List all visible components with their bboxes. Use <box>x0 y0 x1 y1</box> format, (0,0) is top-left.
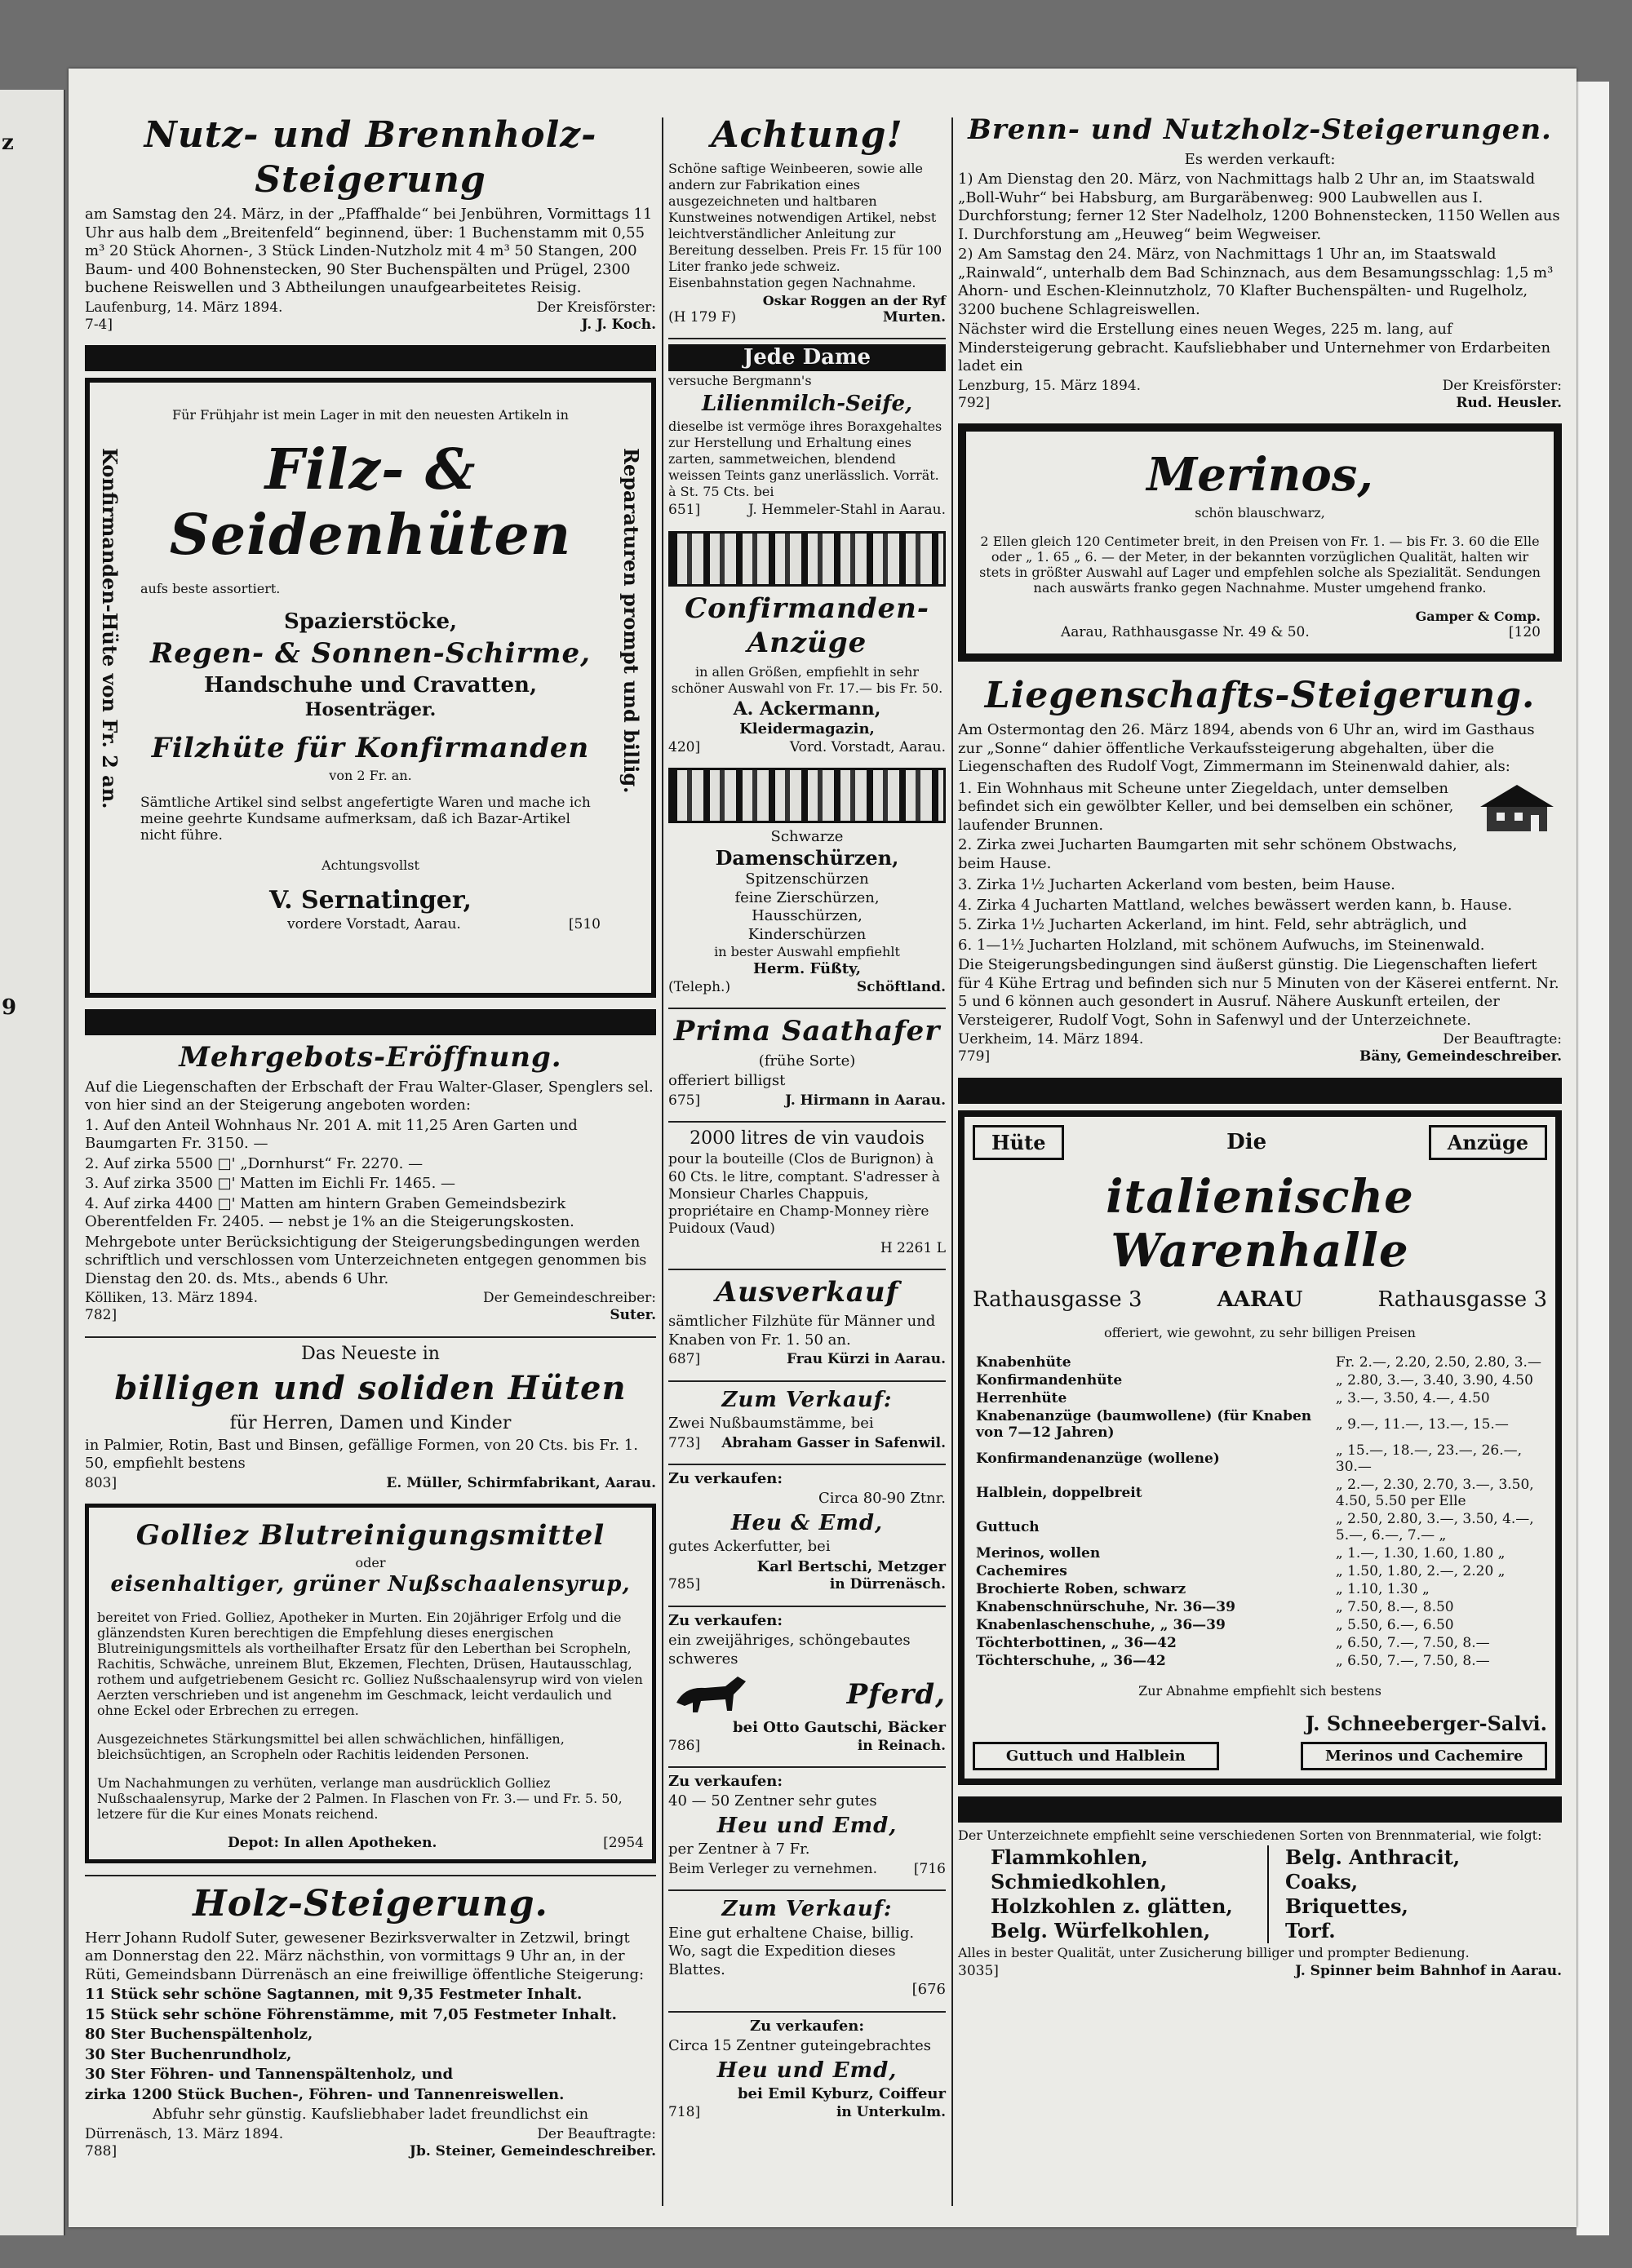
goods: Pferd, <box>846 1677 946 1711</box>
merchant-name: Oskar Roggen an der Ryf <box>762 293 946 308</box>
ad-line: für Herren, Damen und Kinder <box>229 1413 512 1433</box>
ad-title: Zu verkaufen: <box>668 1772 783 1790</box>
merchant-address: Vord. Vorstadt, Aarau. <box>789 738 946 755</box>
ad-text: Alles in bester Qualität, unter Zusicherung billiger und prompter Bedienung. <box>958 1944 1470 1960</box>
cell: „ 15.—, 18.—, 23.—, 26.—, 30.— <box>1335 1442 1523 1475</box>
column-2 <box>668 109 946 2133</box>
ad-ref: [716 <box>913 1860 946 1877</box>
cell: Konfirmandenhüte <box>976 1371 1123 1389</box>
strip-char: z <box>2 131 14 155</box>
cell: Herrenhüte <box>976 1389 1067 1406</box>
divider <box>85 1336 656 1338</box>
ad-text: Sämtliche Artikel sind selbst angefertigte Waren und mache ich meine geehrte Kundsame aufmerksam, daß ich Bazar-Artikel nicht führe. <box>140 795 591 844</box>
ad-title: Prima Saathafer <box>673 1015 941 1048</box>
cell: Fr. 2.—, 2.20, 2.50, 2.80, 3.— <box>1335 1353 1541 1371</box>
ad-line: Schwarze <box>770 827 844 845</box>
list-item: 30 Ster Buchenrundholz, <box>85 2045 292 2063</box>
signer: Jb. Steiner, Gemeindeschreiber. <box>409 2143 656 2159</box>
list-item: 5. Zirka 1½ Jucharten Ackerland, im hint. Feld, sehr abträglich, und <box>958 916 1467 933</box>
ad-ref: [2954 <box>603 1834 644 1851</box>
list-item: 1. Ein Wohnhaus mit Scheune unter Ziegeldach, unter demselben befindet sich ein gewölbter Keller, und bei demselben ein schöner, laufender Brunnen. <box>958 779 1454 834</box>
box-guttuch: Guttuch und Halblein <box>973 1742 1219 1770</box>
table-row <box>973 1389 1547 1407</box>
ad-sub: schön blauschwarz, <box>1195 505 1325 520</box>
ornament-bar <box>958 1796 1562 1823</box>
ad-text: ein zweijähriges, schöngebautes schweres <box>668 1632 911 1668</box>
ad-text: Nächster wird die Erstellung eines neuen Weges, 225 m. lang, auf Mindersteigerung gebracht. Kaufsliebhaber und Unternehmer von Erdarbeiten ladet ein <box>958 321 1551 374</box>
ad-jede-dame <box>668 344 946 519</box>
list-item: 2. Auf zirka 5500 □' „Dornhurst“ Fr. 2270. — <box>85 1154 424 1172</box>
address-left: Rathausgasse 3 <box>973 1287 1142 1312</box>
ad-text: Circa 15 Zentner guteingebrachtes <box>668 2037 932 2054</box>
merchant-place: Schöftland. <box>856 978 946 995</box>
ad-title: Mehrgebots-Eröffnung. <box>179 1041 562 1074</box>
cell: Halblein, doppelbreit <box>976 1484 1142 1501</box>
line: von 2 Fr. an. <box>329 768 412 783</box>
fuel-item: Flammkohlen, <box>991 1845 1148 1869</box>
ad-line: Spitzenschürzen <box>745 870 869 888</box>
signer: Suter. <box>610 1307 656 1324</box>
merchant-place: Murten. <box>882 309 946 326</box>
ad-text: Auf die Liegenschaften der Erbschaft der Frau Walter-Glaser, Spenglers sel. von hier sind an der Steigerung angeboten worden: <box>85 1078 654 1114</box>
ad-subtitle: eisenhaltiger, grüner Nußschaalensyrup, <box>110 1571 631 1597</box>
list-item: 4. Zirka 4 Jucharten Mattland, welches bewässert werden kann, b. Hause. <box>958 896 1513 914</box>
ad-title: billigen und soliden Hüten <box>114 1369 627 1407</box>
list-item: 30 Ster Föhren- und Tannenspältenholz, und <box>85 2066 454 2084</box>
ornament-bar <box>85 1009 656 1035</box>
list-item: 3. Zirka 1½ Jucharten Ackerland vom besten, beim Hause. <box>958 876 1395 893</box>
fuel-item: Briquettes, <box>1285 1894 1408 1918</box>
ad-text: 40 — 50 Zentner sehr gutes <box>668 1792 877 1810</box>
divider <box>668 1766 946 1768</box>
ad-title: Nutz- und Brennholz-Steigerung <box>144 114 597 201</box>
merchant-name: bei Otto Gautschi, Bäcker <box>733 1719 946 1736</box>
signer: J. J. Koch. <box>581 316 656 333</box>
ad-ref: H 2261 L <box>880 1239 946 1256</box>
divider <box>668 1380 946 1382</box>
ad-text: Beim Verleger zu vernehmen. <box>668 1860 877 1877</box>
cell: Knabenschnürschuhe, Nr. 36—39 <box>976 1598 1235 1615</box>
line: Spazierstöcke, <box>283 609 458 634</box>
divider <box>668 1889 946 1891</box>
newspaper-page <box>69 69 1577 2227</box>
table-row <box>973 1407 1547 1442</box>
merchant-name: Herm. Füßty, <box>752 960 862 978</box>
ad-title: Zum Verkauf: <box>721 1897 893 1921</box>
cell: Knabenhüte <box>976 1353 1071 1371</box>
list-item: 1. Auf den Anteil Wohnhaus Nr. 201 A. mit 11,25 Aren Garten und Baumgarten Fr. 3150. — <box>85 1116 578 1152</box>
ad-zum-verkauf <box>668 1387 946 1452</box>
ad-title: Zu verkaufen: <box>668 1611 783 1629</box>
fuel-item: Coaks, <box>1285 1869 1359 1894</box>
ad-damenschuerzen <box>668 828 946 996</box>
address-right: Rathausgasse 3 <box>1377 1287 1547 1312</box>
ad-ref: 718] <box>668 2103 701 2120</box>
signer: Rud. Heusler. <box>1456 394 1562 411</box>
merchant-name: J. Schneeberger-Salvi. <box>1305 1711 1547 1735</box>
house-icon <box>1472 778 1562 835</box>
merchant-name: A. Ackermann, <box>733 698 881 720</box>
list-item: 2) Am Samstag den 24. März, von Nachmittags 1 Uhr an, im Staatswald „Rainwald“, unterhalb dem Bad Schinznach, aus dem Besamungsschlag: 1,5 m³ Ahorn- und Eschen-Kleinnutzholz, 70 Klafter Buchenspälten- und Rugelholz, 3200 buchene Schlagreiswellen. <box>958 246 1554 318</box>
city: AARAU <box>1217 1287 1303 1312</box>
cell: „ 2.50, 2.80, 3.—, 3.50, 4.—, 5.—, 6.—, 7.— „ <box>1335 1510 1534 1544</box>
ad-title: Zu verkaufen: <box>668 1469 783 1487</box>
tag-anzuege: Anzüge <box>1429 1125 1547 1160</box>
merchant-place: in Dürrenäsch. <box>829 1576 946 1593</box>
ad-merinos <box>958 423 1562 662</box>
ad-ref: 786] <box>668 1737 701 1754</box>
cell: Knabenanzüge (baumwollene) (für Knaben von 7—12 Jahren) <box>976 1407 1312 1441</box>
ad-heu-emd-2 <box>668 1773 946 1878</box>
cell: Töchterbottinen, „ 36—42 <box>976 1634 1177 1651</box>
cell: Cachemires <box>976 1562 1067 1579</box>
ad-title: 2000 litres de vin vaudois <box>690 1127 925 1149</box>
ad-text: am Samstag den 24. März, in der „Pfaffhalde“ bei Jenbühren, Vormittags 11 Uhr aus halb dem „Breitenfeld“ beginnend, über: 1 Buchenstamm mit 0,55 m³ 20 Stück Ahornen-, 3 Stück Linden-Nutzholz mit 4 m³ 50 Stangen, 200 Baum- und 400 Bohnenstecken, 90 Ster Buchenspälten und Prügel, 2300 buchene Reiswellen und 3 Abtheilungen unaufgearbeitetes Reisig. <box>85 206 653 296</box>
goods: Heu und Emd, <box>716 2058 898 2083</box>
side-text-right: Reparaturen prompt und billig. <box>619 448 643 794</box>
line: Filzhüte für Konfirmanden <box>151 732 590 764</box>
ad-italienische-warenhalle <box>958 1110 1562 1785</box>
depot: Depot: In allen Apotheken. <box>228 1834 437 1851</box>
ad-line: Das Neueste in <box>301 1343 440 1364</box>
table-row <box>973 1510 1547 1544</box>
ad-text: dieselbe ist vermöge ihres Boraxgehaltes zur Herstellung und Erhaltung eines zarten, sammetweichen, blendend weissen Teints ganz unerlässlich. Vorrät. à St. 75 Cts. bei <box>668 419 942 500</box>
ad-heu-emd <box>668 1470 946 1594</box>
ad-text: sämtlicher Filzhüte für Männer und Knaben von Fr. 1. 50 an. <box>668 1313 936 1349</box>
ad-mehrgebots <box>85 1040 656 1325</box>
ad-vin-vaudois <box>668 1127 946 1257</box>
list-item: 1) Am Dienstag den 20. März, von Nachmittags halb 2 Uhr an, im Staatswald „Boll-Wuhr“ bei Habsburg, am Burgaräbenweg: 900 Laubwellen aus I. Durchforstung; ferner 12 Ster Nadelholz, 1200 Bohnenstecken, 1150 Wellen aus I. Durchforstung am „Heuweg“ beim Wegweiser. <box>958 171 1560 243</box>
ad-text: Die Steigerungsbedingungen sind äußerst günstig. Die Liegenschaften liefert für 4 Kühe Ertrag und befinden sich nur 5 Minuten von der Käserei entfernt. Nr. 5 und 6 können auch gesondert in Ausruf. Nähere Auskunft erteilen, der Versteigerer, Rudolf Vogt, Sohn in Safenwyl und der Unterzeichnete. <box>958 956 1559 1029</box>
table-row <box>973 1353 1547 1371</box>
merchant-name: V. Sernatinger, <box>269 886 472 915</box>
ad-line: Hausschürzen, <box>752 907 863 925</box>
ad-golliez <box>85 1504 656 1863</box>
cell: Knabenlaschenschuhe, „ 36—39 <box>976 1616 1226 1633</box>
ad-ref: [510 <box>568 916 601 932</box>
ad-confirmanden-anzuege <box>668 591 946 756</box>
ad-ref: 675] <box>668 1092 701 1109</box>
ad-line: in bester Auswahl empfiehlt <box>714 944 900 960</box>
ad-title: Jede Dame <box>668 344 946 371</box>
merchant-address: vordere Vorstadt, Aarau. <box>287 916 461 932</box>
ad-brennmaterial <box>958 1827 1562 1980</box>
cell: „ 6.50, 7.—, 7.50, 8.— <box>1335 1652 1490 1669</box>
cell: Guttuch <box>976 1518 1040 1535</box>
ad-holz-steigerung <box>85 1881 656 2161</box>
ad-title: italienische Warenhalle <box>1106 1169 1414 1278</box>
ad-text: in allen Größen, empfiehlt in sehr schöner Auswahl von Fr. 17.— bis Fr. 50. <box>671 663 943 696</box>
ad-ref: 792] <box>958 394 991 411</box>
ad-sub: aufs beste assortiert. <box>140 581 281 596</box>
ad-title: Merinos, <box>1146 448 1373 502</box>
ad-intro: Der Unterzeichnete empfiehlt seine verschiedenen Sorten von Brennmaterial, wie folgt: <box>958 1827 1542 1843</box>
merchant-name: J. Hemmeler-Stahl in Aarau. <box>747 502 946 519</box>
merchant-name: Karl Bertschi, Metzger <box>756 1557 946 1575</box>
ad-pferd <box>668 1612 946 1755</box>
ad-line: Damenschürzen, <box>715 846 899 870</box>
ad-ref: 779] <box>958 1048 991 1065</box>
ad-title: Achtung! <box>711 114 903 156</box>
column-3 <box>958 109 1562 1991</box>
fuel-item: Holzkohlen z. glätten, <box>991 1894 1233 1918</box>
ad-text: Mehrgebote unter Berücksichtigung der Steigerungsbedingungen werden schriftlich und verschlossen vom Unterzeichneten entgegen genommen bis Dienstag den 20. ds. Mts., abends 6 Uhr. <box>85 1233 647 1287</box>
ad-date: Laufenburg, 14. März 1894. <box>85 299 283 316</box>
ad-date: Dürrenäsch, 13. März 1894. <box>85 2125 284 2142</box>
ad-sub: Es werden verkauft: <box>1184 150 1336 168</box>
ad-ref: 687] <box>668 1351 701 1368</box>
ad-ausverkauf <box>668 1275 946 1369</box>
ad-date: Uerkheim, 14. März 1894. <box>958 1031 1144 1048</box>
fuel-item: Torf. <box>1285 1918 1336 1942</box>
ad-ref: (Teleph.) <box>668 978 731 995</box>
list-item: 4. Auf zirka 4400 □' Matten am hintern Graben Gemeindsbezirk Oberentfelden Fr. 2405. — nebst je 1% an die Steigerungskosten. <box>85 1194 574 1230</box>
table-row <box>973 1652 1547 1670</box>
ad-title: Golliez Blutreinigungsmittel <box>135 1518 605 1552</box>
goods: Heu und Emd, <box>716 1813 898 1838</box>
table-row <box>973 1371 1547 1389</box>
divider <box>668 1606 946 1607</box>
cell: „ 3.—, 3.50, 4.—, 4.50 <box>1335 1389 1490 1406</box>
merchant-name: J. Spinner beim Bahnhof in Aarau. <box>1295 1962 1562 1979</box>
box-merinos: Merinos und Cachemire <box>1301 1742 1547 1770</box>
cell: „ 2.—, 2.30, 2.70, 3.—, 3.50, 4.50, 5.50 per Elle <box>1335 1476 1534 1509</box>
cell: Töchterschuhe, „ 36—42 <box>976 1652 1166 1669</box>
ad-seidenhueten <box>85 378 656 998</box>
table-row <box>973 1562 1547 1580</box>
divider <box>668 1269 946 1270</box>
merchant-name: bei Emil Kyburz, Coiffeur <box>737 2085 946 2102</box>
merchant-place: in Reinach. <box>857 1737 946 1754</box>
table-row <box>973 1442 1547 1476</box>
signer-role: Der Beauftragte: <box>1443 1031 1562 1048</box>
ad-ref: 7-4] <box>85 316 113 333</box>
table-row <box>973 1598 1547 1616</box>
ad-text: per Zentner à 7 Fr. <box>668 1841 810 1858</box>
product-name: Lilienmilch-Seife, <box>701 391 913 416</box>
adjacent-page-strip <box>0 90 65 2235</box>
ad-line: feine Zierschürzen, <box>734 888 880 906</box>
merchant-name: Frau Kürzi in Aarau. <box>787 1351 946 1368</box>
cell: „ 6.50, 7.—, 7.50, 8.— <box>1335 1634 1490 1651</box>
ad-liegenschafts <box>958 673 1562 1066</box>
ad-title: Filz- & Seidenhüten <box>169 437 572 568</box>
ad-title: Holz-Steigerung. <box>193 1882 548 1925</box>
ad-text: bereitet von Fried. Golliez, Apotheker in Murten. Ein 20jähriger Erfolg und die glänzendsten Kuren berechtigen die Empfehlung dieses energischen Blutreinigungsmittels als vortheilhafter Ersatz für den Leberthan bei Scropheln, Rachitis, Schwäche, unreinem Blut, Ekzemen, Flechten, Drüsen, Hautausschlag, rothem und aufgetriebenem Gesicht rc. Golliez Nußschaalensyrup wird von vielen Aerzten verschrieben und ist angenehm im Geschmack, leicht verdaulich und ohne Eckel oder Erbrechen zu erregen. <box>97 1609 643 1718</box>
ad-achtung <box>668 113 946 326</box>
ad-text: gutes Ackerfutter, bei <box>668 1538 831 1556</box>
cell: Konfirmandenanzüge (wollene) <box>976 1450 1220 1467</box>
signer: Bäny, Gemeindeschreiber. <box>1359 1048 1562 1065</box>
strip-char: 9 <box>2 995 17 1020</box>
merchant-address: Aarau, Rathhausgasse Nr. 49 & 50. <box>1061 624 1310 640</box>
merchant-name: E. Müller, Schirmfabrikant, Aarau. <box>386 1474 656 1491</box>
ad-title: Zum Verkauf: <box>721 1387 893 1412</box>
table-row <box>973 1580 1547 1598</box>
ad-text: offeriert, wie gewohnt, zu sehr billigen Preisen <box>1104 1324 1416 1340</box>
fuel-item: Belg. Anthracit, <box>1285 1845 1461 1869</box>
list-item: 3. Auf zirka 3500 □' Matten im Eichli Fr. 1465. — <box>85 1175 456 1192</box>
signer-role: Der Beauftragte: <box>537 2125 656 2142</box>
horse-icon <box>668 1670 758 1719</box>
list-item: zirka 1200 Stück Buchen-, Föhren- und Tannenreiswellen. <box>85 2085 565 2103</box>
ad-heu-emd-3 <box>668 2018 946 2121</box>
divider <box>85 1875 656 1876</box>
ad-ref: 773] <box>668 1434 701 1451</box>
divider <box>668 2011 946 2013</box>
ad-text: Eine gut erhaltene Chaise, billig. Wo, sagt die Expedition dieses Blattes. <box>668 1924 915 1978</box>
ad-date: Kölliken, 13. März 1894. <box>85 1290 259 1306</box>
ad-title: Confirmanden-Anzüge <box>685 591 929 659</box>
ad-brenn-nutzholz <box>958 113 1562 412</box>
fuel-item: Schmiedkohlen, <box>991 1869 1168 1894</box>
ad-text: Um Nachahmungen zu verhüten, verlange man ausdrücklich Golliez Nußschaalensyrup, Marke der 2 Palmen. In Flaschen von Fr. 3.— und Fr. 5. 50, letzere für die Kur eines Monats reichend. <box>97 1774 623 1822</box>
ad-date: Lenzburg, 15. März 1894. <box>958 377 1142 394</box>
cell: „ 2.80, 3.—, 3.40, 3.90, 4.50 <box>1335 1371 1533 1389</box>
ad-ref: [120 <box>1508 624 1541 640</box>
cell: „ 7.50, 8.—, 8.50 <box>1335 1598 1454 1615</box>
signer-role: Der Kreisförster: <box>536 299 656 316</box>
line: Handschuhe und Cravatten, <box>203 673 537 698</box>
ornament-bar <box>85 345 656 371</box>
ad-ref: 785] <box>668 1576 701 1593</box>
ad-text: Am Ostermontag den 26. März 1894, abends von 6 Uhr an, wird im Gasthaus zur „Sonne“ dahier öffentliche Verkaufssteigerung abgehalten, über die Liegenschaften des Rudolf Vogt, Zimmermann im Steinenwald dahier, als: <box>958 721 1535 775</box>
ad-ref: [676 <box>911 1981 946 1998</box>
merchant-name: Gamper & Comp. <box>1415 609 1541 624</box>
ad-title: Zu verkaufen: <box>749 2017 865 2035</box>
ad-intro: Für Frühjahr ist mein Lager in mit den neuesten Artikeln in <box>172 407 569 423</box>
ad-ref: 803] <box>85 1474 118 1491</box>
list-item: 11 Stück sehr schöne Sagtannen, mit 9,35 Festmeter Inhalt. <box>85 1986 583 2004</box>
column-divider <box>662 117 663 2206</box>
ad-text: Zur Abnahme empfiehlt sich bestens <box>1138 1682 1381 1699</box>
tag-huete: Hüte <box>973 1125 1064 1160</box>
column-1 <box>85 109 656 2172</box>
merchant-name: J. Hirmann in Aarau. <box>785 1092 946 1109</box>
ad-text: offeriert billigst <box>668 1072 786 1089</box>
table-row <box>973 1634 1547 1652</box>
ad-text: Zwei Nußbaumstämme, bei <box>668 1415 874 1432</box>
ad-text: versuche Bergmann's <box>668 372 812 388</box>
merchant-sub: Kleidermagazin, <box>739 720 875 738</box>
table-row <box>973 1544 1547 1562</box>
ad-line: Kinderschürzen <box>747 925 867 943</box>
price-table <box>973 1353 1547 1670</box>
column-divider <box>951 117 953 2206</box>
ad-ref: 420] <box>668 738 701 755</box>
ad-oder: oder <box>355 1554 386 1570</box>
ad-ref: 782] <box>85 1307 118 1324</box>
ad-saathafer <box>668 1014 946 1110</box>
ad-title: Brenn- und Nutzholz-Steigerungen. <box>968 113 1552 146</box>
list-item: 6. 1—1½ Jucharten Holzland, mit schönem Aufwuchs, im Steinenwald. <box>958 936 1485 954</box>
divider <box>668 1008 946 1009</box>
list-item: 15 Stück sehr schöne Föhrenstämme, mit 7,05 Festmeter Inhalt. <box>85 2005 617 2023</box>
divider <box>668 338 946 339</box>
ad-text: Circa 80-90 Ztnr. <box>818 1490 946 1508</box>
signer-role: Der Gemeindeschreiber: <box>483 1290 656 1306</box>
table-row <box>973 1476 1547 1510</box>
side-text-left: Konfirmanden-Hüte von Fr. 2 an. <box>98 448 122 809</box>
line: Hosenträger. <box>304 699 437 720</box>
signer-role: Der Kreisförster: <box>1442 377 1562 394</box>
cell: „ 1.—, 1.30, 1.60, 1.80 „ <box>1335 1544 1506 1561</box>
list-item: 2. Zirka zwei Jucharten Baumgarten mit sehr schönem Obstwachs, beim Hause. <box>958 836 1457 872</box>
ad-nutz-brennholz <box>85 113 656 334</box>
ad-text: Ausgezeichnetes Stärkungsmittel bei allen schwächlichen, hinfälligen, bleichsüchtigen, an Scropheln oder Rachitis leidenden Personen. <box>97 1730 565 1762</box>
greeting: Achtungsvollst <box>322 857 419 873</box>
divider <box>668 1464 946 1465</box>
ad-title: Ausverkauf <box>715 1275 899 1309</box>
table-row <box>973 1616 1547 1634</box>
die-label: Die <box>1226 1130 1267 1154</box>
ornament-border <box>668 531 946 587</box>
ad-chaise <box>668 1896 946 2000</box>
ornament-border <box>668 768 946 823</box>
ad-title: Liegenschafts-Steigerung. <box>984 675 1536 716</box>
divider <box>668 1121 946 1123</box>
cell: „ 9.—, 11.—, 13.—, 15.— <box>1335 1415 1509 1433</box>
merchant-name: Abraham Gasser in Safenwil. <box>721 1434 946 1451</box>
cell: Brochierte Roben, schwarz <box>976 1580 1186 1597</box>
goods: Heu & Emd, <box>730 1510 884 1535</box>
line: Regen- & Sonnen-Schirme, <box>150 637 591 670</box>
ad-text: in Palmier, Rotin, Bast und Binsen, gefällige Formen, von 20 Cts. bis Fr. 1. 50, empfiehlt bestens <box>85 1436 638 1472</box>
merchant-place: in Unterkulm. <box>836 2103 946 2120</box>
cell: Merinos, wollen <box>976 1544 1101 1561</box>
list-item: 80 Ster Buchenspältenholz, <box>85 2026 313 2044</box>
ad-ref: (H 179 F) <box>668 309 737 326</box>
cell: „ 1.10, 1.30 „ <box>1335 1580 1430 1597</box>
ad-ref: 788] <box>85 2143 118 2159</box>
ad-text: Herr Johann Rudolf Suter, gewesener Bezirksverwalter in Zetzwil, bringt am Donnerstag den 22. März nächsthin, von vormittags 9 Uhr an, in der Rüti, Gemeindsbann Dürrenäsch an eine freiwillige öffentliche Steigerung: <box>85 1929 645 1983</box>
ad-ref: 651] <box>668 502 701 519</box>
ad-billige-huete <box>85 1343 656 1492</box>
ad-text: Schöne saftige Weinbeeren, sowie alle andern zur Fabrikation eines ausgezeichneten und haltbaren Kunstweines notwendigen Artikel, nebst leichtverständlicher Anleitung zur Bereitung desselben. Preis Fr. 15 für 100 Liter franko jede schweiz. Eisenbahnstation gegen Nachnahme. <box>668 161 942 290</box>
ad-text: 2 Ellen gleich 120 Centimeter breit, in den Preisen von Fr. 1. — bis Fr. 3. 60 die Elle oder „ 1. 65 „ 6. — der Meter, in der bekannten vorzüglichen Qualität, halten wir stets in größter Auswahl auf Lager und empfehlen solche als Spezialität. Sendungen nach auswärts franko gegen Nachnahme. Muster umgehend franko. <box>979 534 1541 596</box>
ad-text: pour la bouteille (Clos de Burignon) à 60 Cts. le litre, comptant. S'adresser à Monsieur Charles Chappuis, propriétaire en Champ-Monney rière Puidoux (Vaud) <box>668 1151 941 1238</box>
ornament-bar <box>958 1078 1562 1104</box>
ad-sub: (frühe Sorte) <box>758 1052 856 1070</box>
ad-ref: 3035] <box>958 1962 999 1979</box>
fuel-item: Belg. Würfelkohlen, <box>991 1918 1211 1942</box>
cell: „ 5.50, 6.—, 6.50 <box>1335 1616 1454 1633</box>
cell: „ 1.50, 1.80, 2.—, 2.20 „ <box>1335 1562 1506 1579</box>
page-edge <box>1577 82 1609 2235</box>
ad-text: Abfuhr sehr günstig. Kaufsliebhaber ladet freundlichst ein <box>152 2106 589 2124</box>
